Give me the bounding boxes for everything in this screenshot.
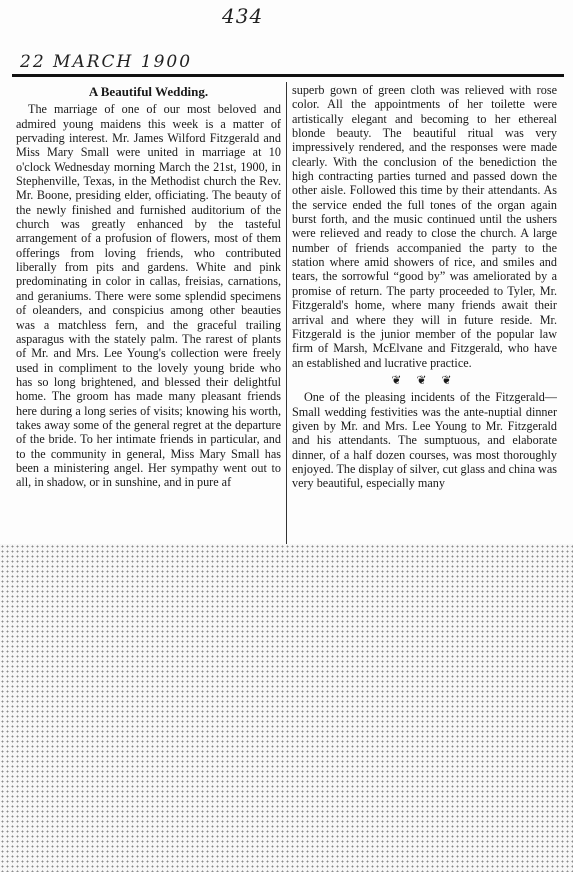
- section-ornament: ❦ ❦ ❦: [391, 372, 458, 387]
- header-rule: [12, 74, 564, 77]
- right-column: [292, 83, 557, 543]
- page-number: 434: [222, 4, 264, 28]
- article-paragraph-continued: superb gown of green cloth was relieved with rose color. All the appointments of her toilette were artistically elegant and becoming to her ethereal blonde beauty. The beautiful ritual was very impressively rendered, and the responses were made clearly. With the conclusion of the benediction the high contracting parties turned and passed down the other aisle. Followed this time by their attendants. As the service ended the full tones of the organ again burst forth, and the music continued until the ushers were relieved and ready to close the church. A large number of friends accompanied the party to the station where amid showers of rice, and smiles and tears, the sorrowful “good by” was ameliorated by a promise of return. The party proceeded to Tyler, Mr. Fitzgerald's home, where many friends await their arrival and where they will in future reside. Mr. Fitzgerald is the junior member of the popular law firm of Marsh, McElvane and Fitzgerald, who have an established and lucrative practice.: [292, 83, 557, 370]
- article-title: A Beautiful Wedding.: [88, 84, 209, 99]
- dotted-redaction-area: [0, 544, 573, 872]
- left-column: [16, 83, 281, 543]
- handwritten-dateline: 22 MARCH 1900: [20, 52, 193, 72]
- column-divider: [286, 82, 287, 544]
- article-paragraph-dinner: One of the pleasing incidents of the Fitzgerald—Small wedding festivities was the ante-nuptial dinner given by Mr. and Mrs. Lee Young to Mr. Fitzgerald and his attendants. The sumptuous, and elaborate dinner, of a half dozen courses, was most thoroughly enjoyed. The display of silver, cut glass and china was very beautiful, especially many: [292, 390, 557, 491]
- article-paragraph-left: The marriage of one of our most beloved and admired young maidens this week is a matter of pervading interest. Mr. James Wilford Fitzgerald and Miss Mary Small were united in marriage at 10 o'clock Wednesday morning March the 21st, 1900, in Stephenville, Texas, in the Methodist church the Rev. Mr. Boone, presiding elder, officiating. The beauty of the newly finished and furnished auditorium of the church was greatly enhanced by the tasteful arrangement of a profusion of flowers, most of them offerings from loving friends, who contributed liberally from pits and gardens. White and pink predominating in color in callas, freisias, carnations, and geraniums. There were some splendid specimens of oleanders, and conspicius among other beauties was a matchless fern, and the graceful trailing asparagus with the stately palm. The rarest of plants of Mr. and Mrs. Lee Young's collection were freely used in compliment to the lovely young bride who has so long brightened, and blessed their delightful home. The groom has made many pleasant friends here during a long series of visits; knowing his worth, takes away some of the general regret at the departure of the bride. To her intimate friends in particular, and to the community in general, Miss Mary Small has been a ministering angel. Her sympathy went out to all, in shadow, or in sunshine, and in pure af: [16, 102, 281, 490]
